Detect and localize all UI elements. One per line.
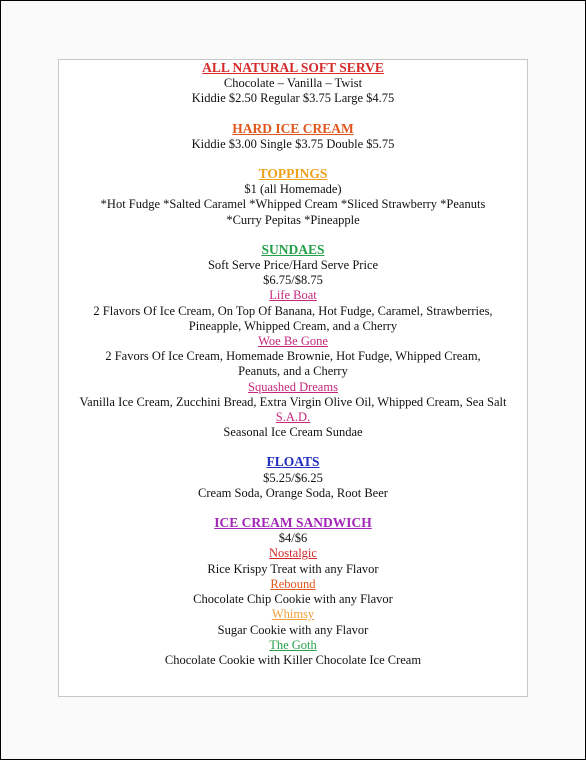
sundaes-prices: $6.75/$8.75 (263, 273, 323, 288)
sandwich-desc: Sugar Cookie with any Flavor (217, 622, 369, 637)
sandwich-desc: Rice Krispy Treat with any Flavor (207, 561, 379, 576)
sandwich-title: ICE CREAM SANDWICH (214, 515, 372, 531)
toppings-title: TOPPINGS (258, 166, 328, 182)
sundae-desc: 2 Flavors Of Ice Cream, On Top Of Banana, Hot Fudge, Caramel, Strawberries, (93, 303, 493, 318)
toppings-list-2: *Curry Pepitas *Pineapple (226, 212, 360, 227)
menu-frame (58, 59, 528, 697)
sandwich-name: Nostalgic (269, 546, 317, 561)
hard-ice-cream-title: HARD ICE CREAM (232, 120, 354, 136)
sundae-name: Life Boat (269, 288, 317, 303)
sundaes-price-note: Soft Serve Price/Hard Serve Price (207, 258, 379, 273)
sundae-name: Squashed Dreams (248, 379, 338, 394)
floats-flavors: Cream Soda, Orange Soda, Root Beer (198, 485, 388, 500)
soft-serve-title: ALL NATURAL SOFT SERVE (202, 60, 384, 75)
sandwich-desc: Chocolate Chip Cookie with any Flavor (193, 592, 393, 607)
menu-content (59, 60, 527, 668)
soft-serve-flavors: Chocolate – Vanilla – Twist (223, 76, 363, 91)
toppings-list-1: *Hot Fudge *Salted Caramel *Whipped Cream *Sliced Strawberry *Peanuts (100, 197, 486, 212)
soft-serve-prices: Kiddie $2.50 Regular $3.75 Large $4.75 (191, 91, 395, 106)
sundaes-title: SUNDAES (261, 241, 325, 257)
floats-prices: $5.25/$6.25 (263, 470, 323, 485)
sundae-desc: Seasonal Ice Cream Sundae (223, 425, 363, 440)
floats-title: FLOATS (266, 454, 320, 470)
hard-ice-cream-prices: Kiddie $3.00 Single $3.75 Double $5.75 (191, 136, 395, 151)
sundae-desc: Peanuts, and a Cherry (238, 364, 348, 379)
sandwich-name: The Goth (269, 637, 317, 652)
sundae-desc: 2 Favors Of Ice Cream, Homemade Brownie, Hot Fudge, Whipped Cream, (105, 349, 481, 364)
sandwich-prices: $4/$6 (278, 531, 308, 546)
sandwich-name: Rebound (270, 576, 316, 591)
sundae-name: Woe Be Gone (258, 334, 328, 349)
sundae-name: S.A.D. (275, 410, 311, 425)
sandwich-name: Whimsy (271, 607, 315, 622)
sundae-desc: Vanilla Ice Cream, Zucchini Bread, Extra Virgin Olive Oil, Whipped Cream, Sea Salt (79, 394, 507, 409)
sandwich-desc: Chocolate Cookie with Killer Chocolate Ice Cream (164, 652, 422, 667)
toppings-price: $1 (all Homemade) (244, 182, 342, 197)
sundae-desc: Pineapple, Whipped Cream, and a Cherry (188, 318, 398, 333)
